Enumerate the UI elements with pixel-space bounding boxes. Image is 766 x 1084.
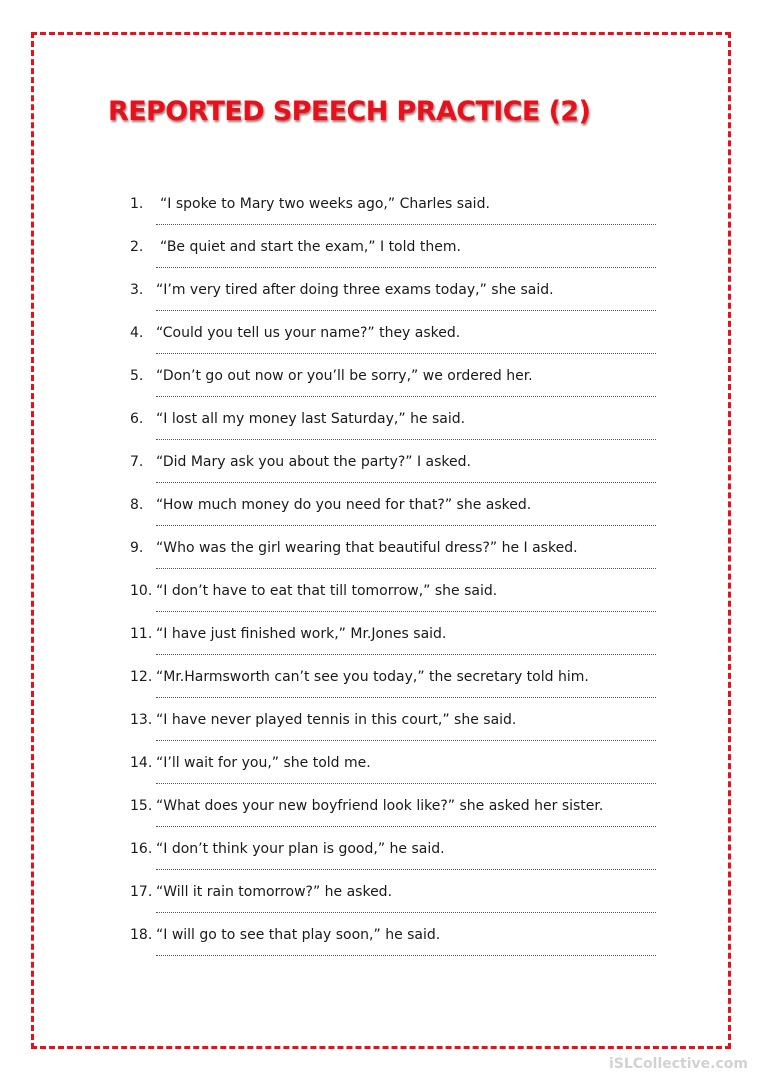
exercise-item [130,583,660,626]
answer-line[interactable] [156,439,656,440]
item-number: 2. [130,239,144,255]
answer-line[interactable] [156,611,656,612]
item-sentence: “I have just finished work,” Mr.Jones said. [156,626,447,642]
item-sentence: “Did Mary ask you about the party?” I asked. [156,454,471,470]
item-number: 5. [130,368,144,384]
answer-line[interactable] [156,654,656,655]
exercise-list [130,196,660,970]
item-number: 16. [130,841,153,857]
item-sentence: “I lost all my money last Saturday,” he said. [156,411,466,427]
exercise-item [130,841,660,884]
answer-line[interactable] [156,783,656,784]
exercise-item [130,497,660,540]
exercise-item [130,454,660,497]
item-number: 1. [130,196,144,212]
answer-line[interactable] [156,267,656,268]
exercise-item [130,411,660,454]
item-sentence: “I’ll wait for you,” she told me. [156,755,371,771]
exercise-item [130,368,660,411]
item-number: 4. [130,325,144,341]
item-sentence: “Could you tell us your name?” they asked. [156,325,461,341]
answer-line[interactable] [156,396,656,397]
item-number: 13. [130,712,153,728]
answer-line[interactable] [156,310,656,311]
answer-line[interactable] [156,826,656,827]
item-number: 18. [130,927,153,943]
item-number: 14. [130,755,153,771]
exercise-item [130,239,660,282]
answer-line[interactable] [156,740,656,741]
exercise-item [130,540,660,583]
item-number: 10. [130,583,153,599]
exercise-item [130,196,660,239]
item-number: 15. [130,798,153,814]
exercise-item [130,927,660,970]
answer-line[interactable] [156,697,656,698]
item-sentence: “I have never played tennis in this court,” she said. [156,712,517,728]
exercise-item [130,798,660,841]
answer-line[interactable] [156,353,656,354]
item-sentence: “I don’t have to eat that till tomorrow,” she said. [156,583,498,599]
exercise-item [130,884,660,927]
answer-line[interactable] [156,955,656,956]
item-sentence: “I spoke to Mary two weeks ago,” Charles said. [160,196,490,212]
item-number: 11. [130,626,153,642]
item-number: 12. [130,669,153,685]
item-number: 6. [130,411,144,427]
answer-line[interactable] [156,525,656,526]
answer-line[interactable] [156,482,656,483]
item-number: 3. [130,282,144,298]
worksheet-title: REPORTED SPEECH PRACTICE (2) [108,96,591,127]
answer-line[interactable] [156,912,656,913]
exercise-item [130,669,660,712]
site-watermark: iSLCollective.com [608,1056,748,1072]
item-sentence: “How much money do you need for that?” she asked. [156,497,532,513]
item-sentence: “Mr.Harmsworth can’t see you today,” the secretary told him. [156,669,589,685]
item-sentence: “I’m very tired after doing three exams today,” she said. [156,282,554,298]
item-sentence: “I will go to see that play soon,” he said. [156,927,441,943]
item-number: 7. [130,454,144,470]
item-sentence: “What does your new boyfriend look like?” she asked her sister. [156,798,604,814]
exercise-item [130,712,660,755]
exercise-item [130,626,660,669]
item-number: 17. [130,884,153,900]
item-sentence: “Don’t go out now or you’ll be sorry,” we ordered her. [156,368,533,384]
item-number: 9. [130,540,144,556]
answer-line[interactable] [156,568,656,569]
item-sentence: “Be quiet and start the exam,” I told them. [160,239,461,255]
exercise-item [130,755,660,798]
answer-line[interactable] [156,224,656,225]
item-sentence: “Will it rain tomorrow?” he asked. [156,884,393,900]
exercise-item [130,282,660,325]
item-number: 8. [130,497,144,513]
item-sentence: “I don’t think your plan is good,” he said. [156,841,445,857]
item-sentence: “Who was the girl wearing that beautiful dress?” he I asked. [156,540,578,556]
answer-line[interactable] [156,869,656,870]
exercise-item [130,325,660,368]
